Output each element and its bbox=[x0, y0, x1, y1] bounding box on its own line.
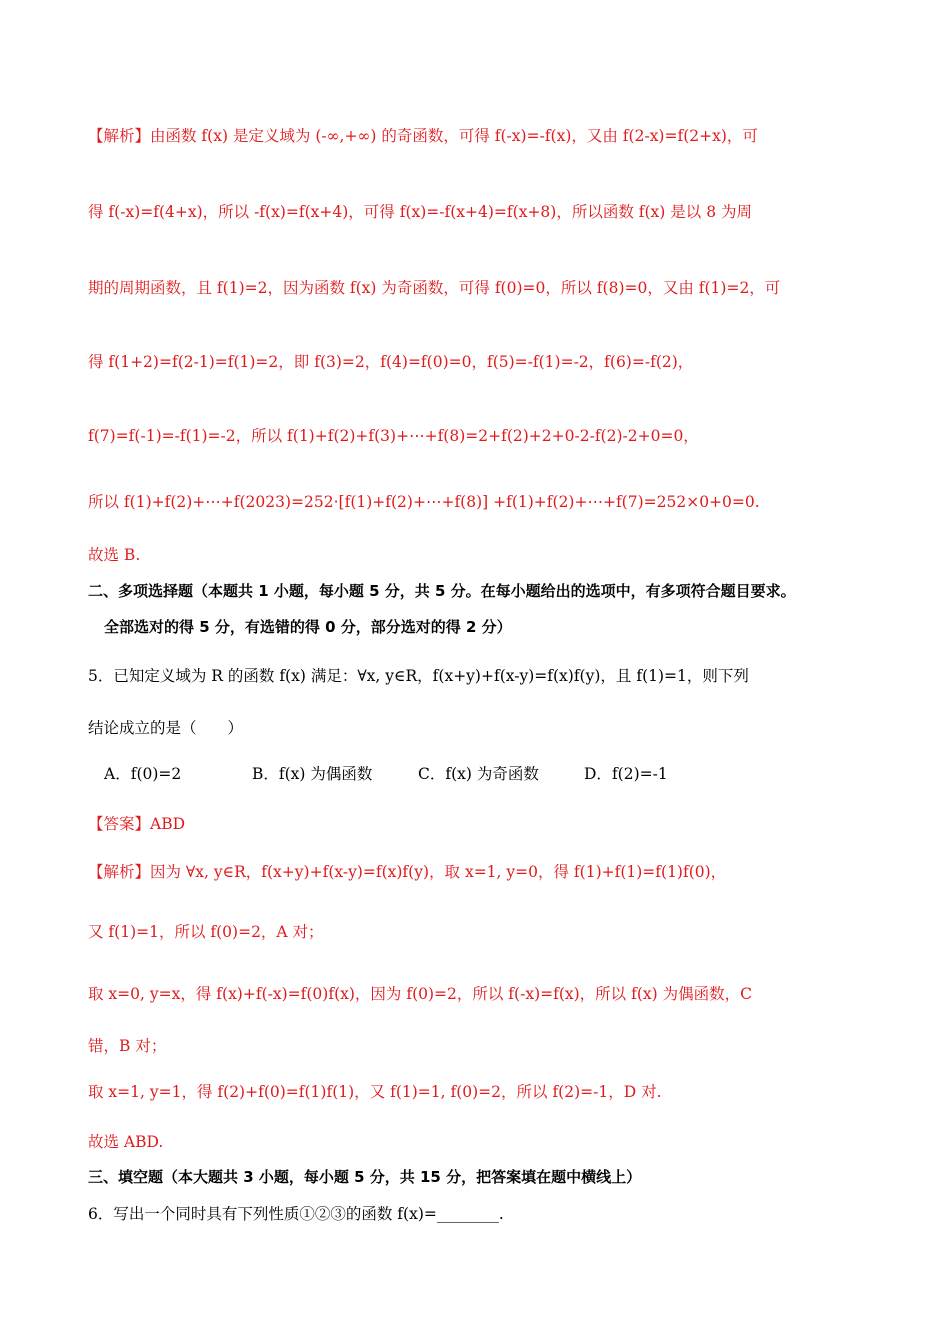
question6-stem: 6．写出一个同时具有下列性质①②③的函数 f(x)=________. bbox=[88, 1205, 504, 1223]
question5-analysis-line4: 错，B 对； bbox=[88, 1037, 167, 1055]
section2-title: 二、多项选择题（本题共 1 小题，每小题 5 分，共 5 分。在每小题给出的选项中，有多项符合题目要求。 bbox=[88, 582, 796, 600]
question5-analysis-line5: 取 x=1, y=1，得 f(2)+f(0)=f(1)f(1)，又 f(1)=1, f(0)=2，所以 f(2)=-1，D 对. bbox=[88, 1083, 662, 1101]
question5-analysis-line2: 又 f(1)=1，所以 f(0)=2，A 对； bbox=[88, 923, 324, 941]
analysis1-line1: 【解析】由函数 f(x) 是定义域为 (-∞,+∞) 的奇函数，可得 f(-x)=-f(x)，又由 f(2-x)=f(2+x)，可 bbox=[88, 127, 758, 145]
question5-answer: 【答案】ABD bbox=[88, 815, 186, 833]
option-b-label: B． bbox=[252, 765, 279, 783]
option-c-text: f(x) 为奇函数 bbox=[445, 765, 539, 783]
question5-analysis-line1: 【解析】因为 ∀x, y∈R，f(x+y)+f(x-y)=f(x)f(y)，取 x=1, y=0，得 f(1)+f(1)=f(1)f(0)， bbox=[88, 863, 727, 881]
option-d-label: D． bbox=[584, 765, 612, 783]
question5-analysis-line3: 取 x=0, y=x，得 f(x)+f(-x)=f(0)f(x)，因为 f(0)=2，所以 f(-x)=f(x)，所以 f(x) 为偶函数，C bbox=[88, 985, 752, 1003]
question5-stem: 5．已知定义域为 R 的函数 f(x) 满足：∀x, y∈R，f(x+y)+f(x-y)=f(x)f(y)，且 f(1)=1，则下列 bbox=[88, 667, 749, 685]
option-b-text: f(x) 为偶函数 bbox=[278, 765, 373, 783]
analysis1-line6: 所以 f(1)+f(2)+⋯+f(2023)=252·[f(1)+f(2)+⋯+f(8)] +f(1)+f(2)+⋯+f(7)=252×0+0=0. bbox=[88, 493, 760, 511]
section2-title-cont: 全部选对的得 5 分，有选错的得 0 分，部分选对的得 2 分） bbox=[104, 618, 512, 636]
option-d-text: f(2)=-1 bbox=[611, 765, 668, 783]
analysis1-line4: 得 f(1+2)=f(2-1)=f(1)=2，即 f(3)=2，f(4)=f(0)=0，f(5)=-f(1)=-2，f(6)=-f(2)， bbox=[88, 353, 694, 371]
option-b bbox=[252, 762, 372, 784]
analysis1-line3: 期的周期函数，且 f(1)=2，因为函数 f(x) 为奇函数，可得 f(0)=0，所以 f(8)=0，又由 f(1)=2，可 bbox=[88, 279, 781, 297]
analysis1-conclusion: 故选 B. bbox=[88, 546, 141, 564]
option-d bbox=[584, 762, 668, 784]
option-a-text: f(0)=2 bbox=[130, 765, 182, 783]
option-c bbox=[418, 762, 539, 784]
analysis1-line5: f(7)=f(-1)=-f(1)=-2，所以 f(1)+f(2)+f(3)+⋯+f(8)=2+f(2)+2+0-2-f(2)-2+0=0， bbox=[88, 427, 699, 445]
question5-stem-cont: 结论成立的是（ ） bbox=[88, 719, 244, 737]
section3-title: 三、填空题（本大题共 3 小题，每小题 5 分，共 15 分，把答案填在题中横线上） bbox=[88, 1168, 642, 1186]
question5-conclusion: 故选 ABD. bbox=[88, 1133, 164, 1151]
option-a-label: A． bbox=[104, 765, 131, 783]
option-a bbox=[104, 762, 181, 784]
analysis1-line2: 得 f(-x)=f(4+x)，所以 -f(x)=f(x+4)，可得 f(x)=-f(x+4)=f(x+8)，所以函数 f(x) 是以 8 为周 bbox=[88, 203, 752, 221]
option-c-label: C． bbox=[418, 765, 446, 783]
